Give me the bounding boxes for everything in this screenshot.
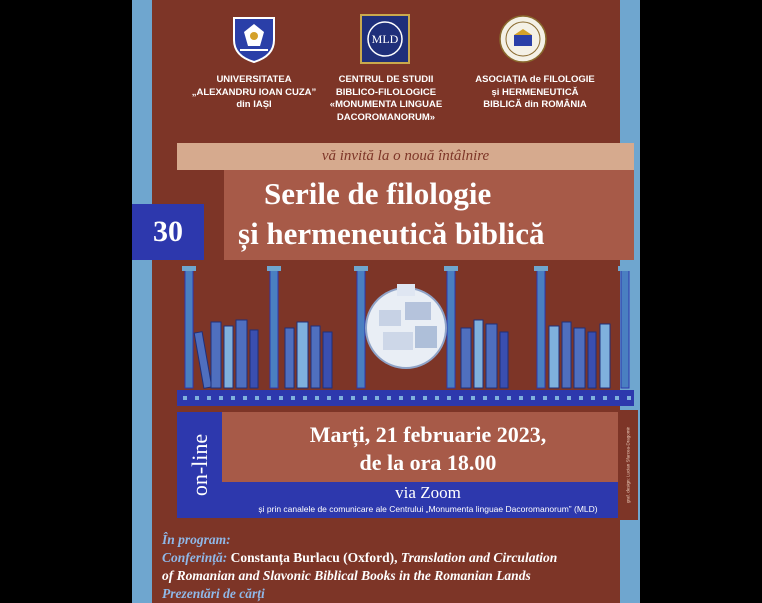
poster xyxy=(132,0,640,603)
institution-line: „ALEXANDRU IOAN CUZA” xyxy=(191,86,317,98)
institution-line: «MONUMENTA LINGUAE xyxy=(329,99,443,110)
institution-line: BIBLICĂ din ROMÂNIA xyxy=(483,99,587,110)
design-credit-strip xyxy=(618,410,638,520)
library-columns-illustration xyxy=(177,262,634,410)
institution-association xyxy=(455,74,615,112)
design-credit: graf. design: Lucian Sfarcea-Dragomir xyxy=(625,426,631,504)
mld-logo-text: MLD xyxy=(371,32,399,46)
institution-line: BIBLICO-FILOLOGICE xyxy=(335,86,437,98)
mld-logo-icon xyxy=(360,14,410,69)
association-seal-icon xyxy=(498,14,548,69)
event-title-line2: și hermeneutică biblică xyxy=(238,216,545,251)
institution-line: ASOCIAȚIA de FILOLOGIE xyxy=(475,74,595,85)
institution-line: și HERMENEUTICĂ xyxy=(491,86,579,98)
event-title-line1: Serile de filologie xyxy=(264,176,492,211)
edition-number: 30 xyxy=(132,204,204,260)
event-time: de la ora 18.00 xyxy=(359,450,497,475)
title-box xyxy=(224,170,634,260)
conference-label: Conferință: xyxy=(162,550,228,565)
institution-line: UNIVERSITATEA xyxy=(216,74,292,85)
presentations-label: Prezentări de cărți xyxy=(162,586,265,601)
event-date: Marți, 21 februarie 2023, xyxy=(309,422,547,447)
online-badge xyxy=(177,412,222,518)
poster-panel xyxy=(152,0,620,603)
institution-uaic xyxy=(179,74,329,112)
conference-line xyxy=(162,549,620,567)
institution-line: din IAȘI xyxy=(236,99,272,110)
logo-row xyxy=(152,14,620,64)
channels-note: și prin canalele de comunicare ale Centrului „Monumenta linguae Dacoromanorum” (MLD) xyxy=(258,504,598,514)
speaker-name: Constanța Burlacu (Oxford), xyxy=(230,550,398,565)
online-label: on-line xyxy=(186,433,212,497)
uaic-crest-icon xyxy=(230,14,278,69)
via-zoom: via Zoom xyxy=(395,483,461,502)
talk-title-line2: of Romanian and Slavonic Biblical Books in the Romanian Lands xyxy=(162,568,531,583)
invite-banner: vă invită la o nouă întâlnire xyxy=(177,143,634,170)
talk-title-line1: Translation and Circulation xyxy=(400,550,558,565)
zoom-box xyxy=(222,482,634,518)
program-section xyxy=(162,531,620,603)
institution-line: CENTRUL DE STUDII xyxy=(338,74,434,85)
institution-mld xyxy=(311,74,461,124)
institution-line: DACOROMANORUM» xyxy=(336,111,436,123)
date-box xyxy=(222,412,634,482)
program-heading: În program: xyxy=(162,532,231,547)
